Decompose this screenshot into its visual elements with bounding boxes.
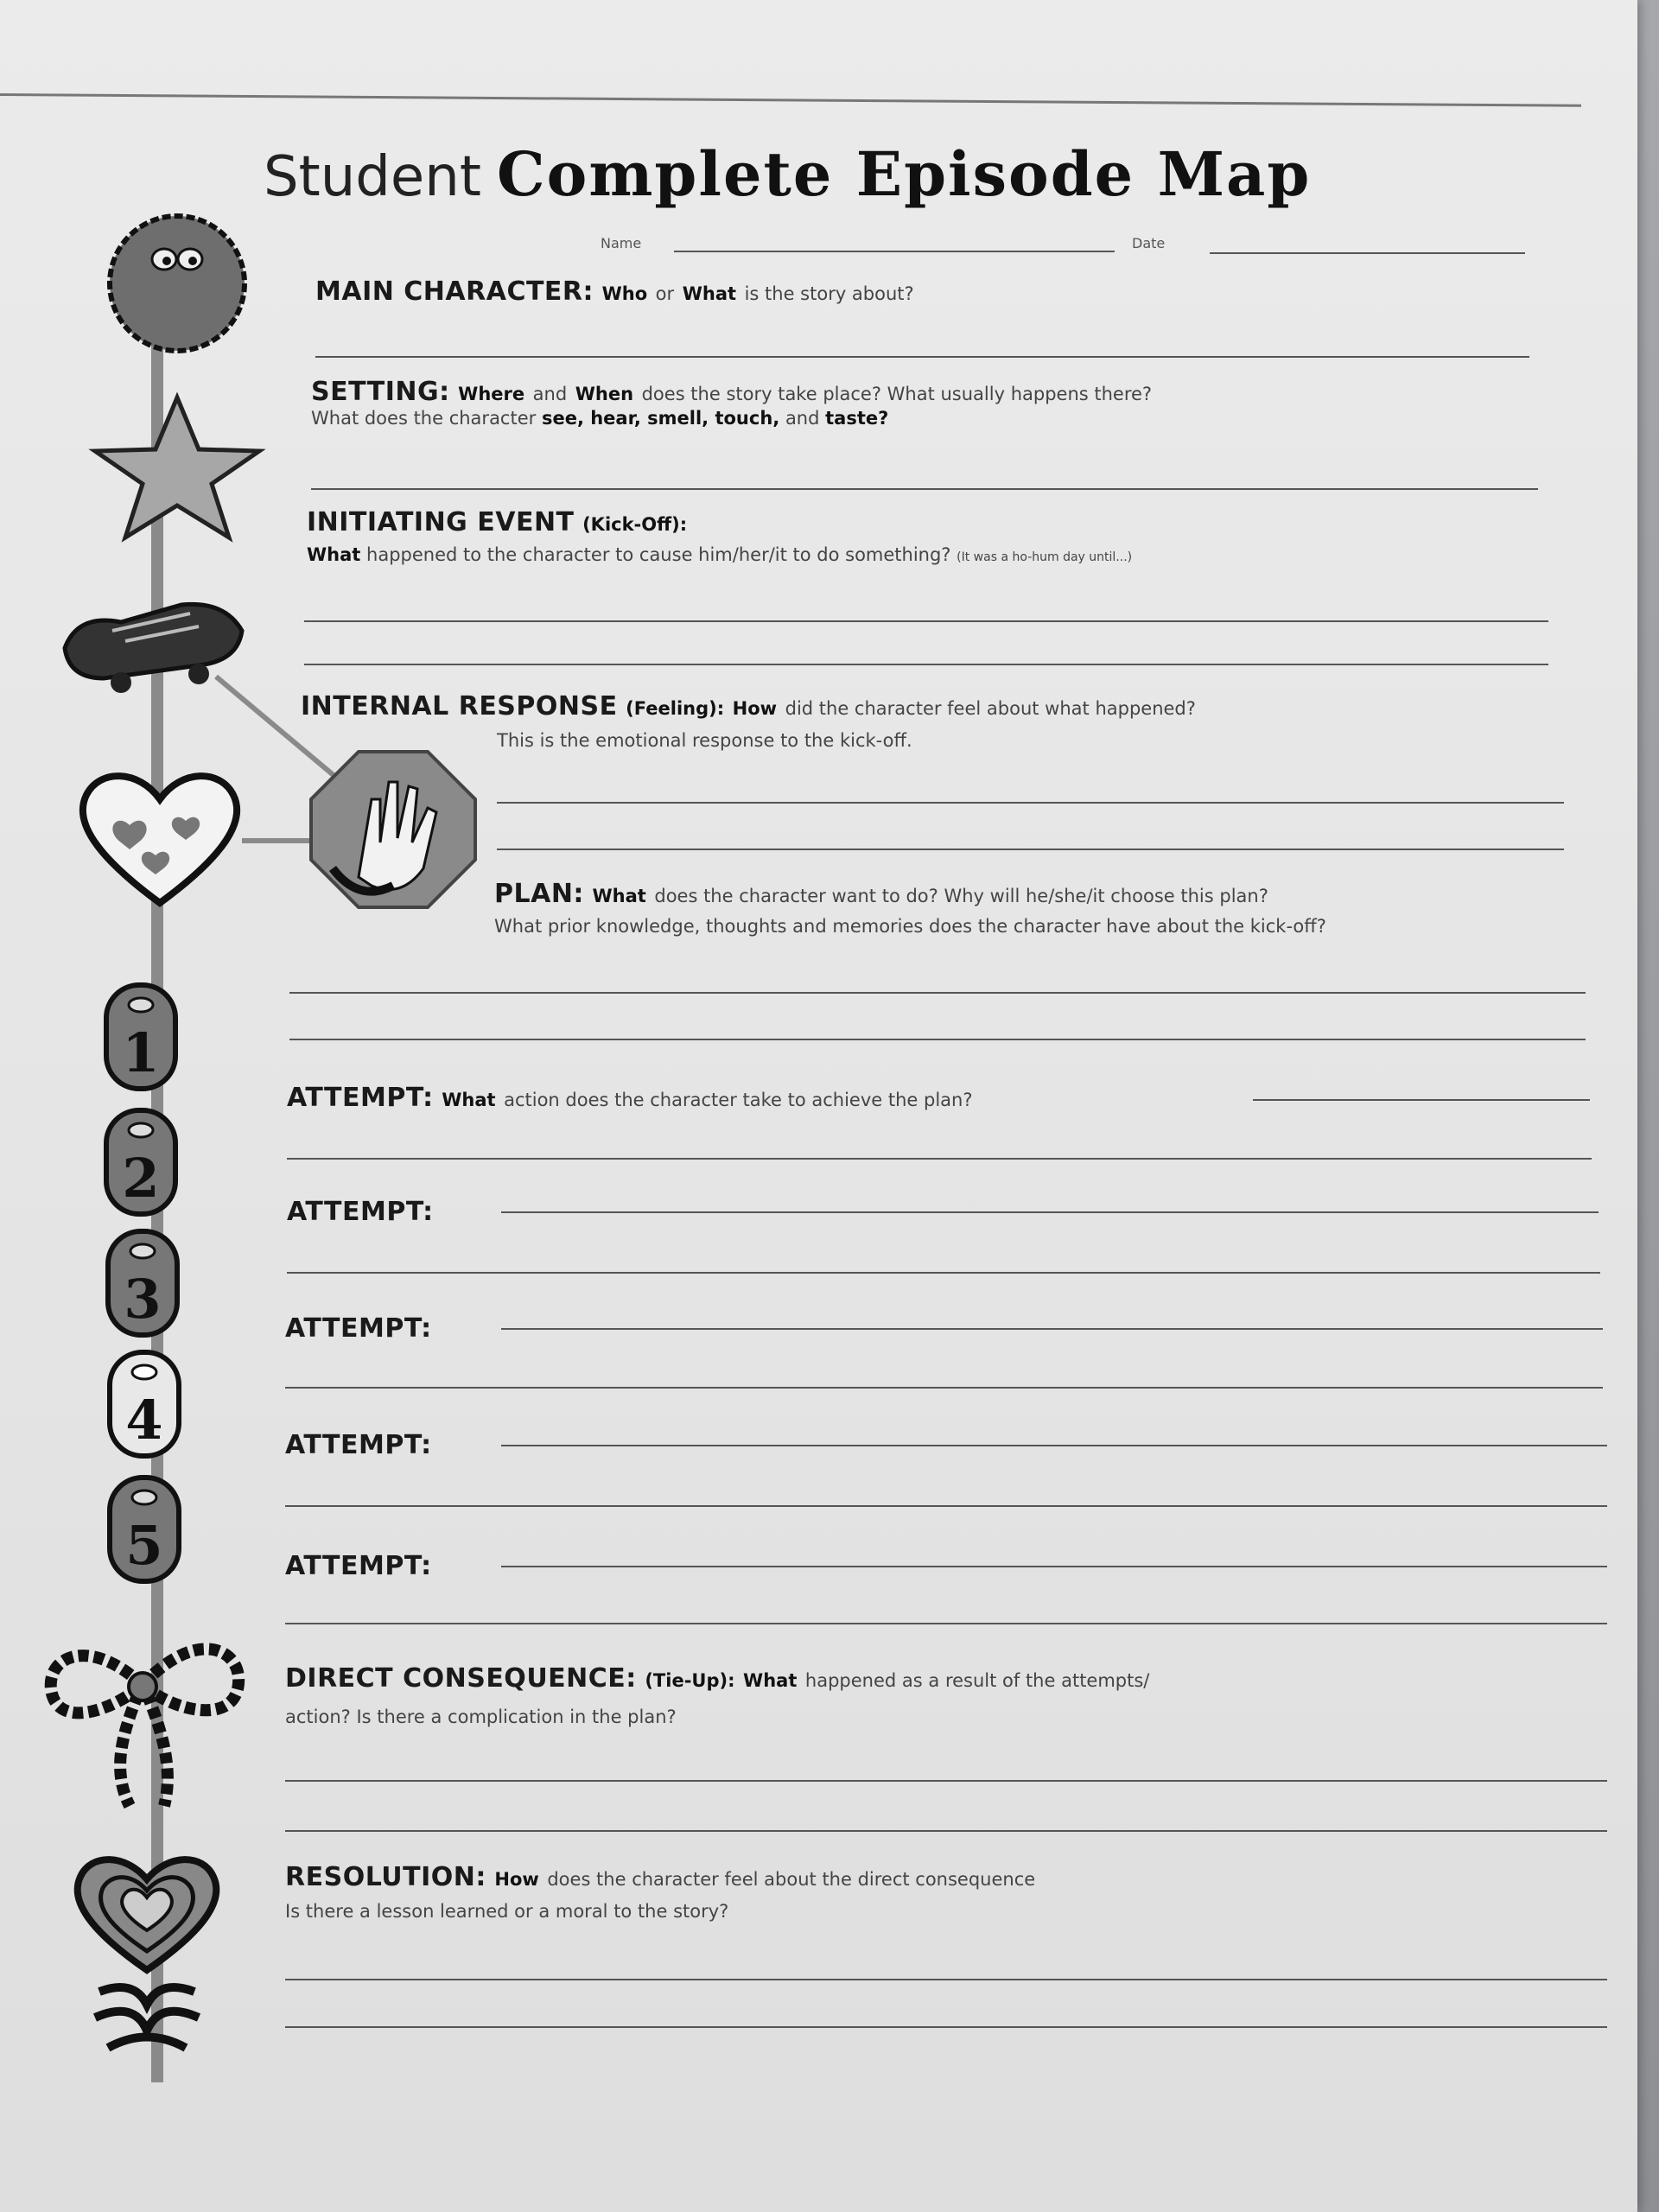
attempt-3-answer-line-2[interactable] xyxy=(285,1387,1603,1389)
initiating-event-answer-line-1[interactable] xyxy=(304,620,1548,622)
date-field[interactable] xyxy=(1210,252,1525,254)
resolution-heading: RESOLUTION: How does the character feel about the direct consequence xyxy=(285,1862,1036,1892)
main-character-face-icon xyxy=(99,207,255,359)
internal-response-heading: INTERNAL RESPONSE (Feeling): How did the character feel about what happened? xyxy=(301,691,1196,721)
direct-consequence-answer-line-2[interactable] xyxy=(285,1830,1607,1832)
attempt-3-icon xyxy=(104,1227,181,1339)
main-character-heading: MAIN CHARACTER: Who or What is the story about? xyxy=(315,276,914,307)
attempt-2-number: 2 xyxy=(122,1147,160,1210)
attempt-5-number: 5 xyxy=(125,1514,163,1577)
attempt-4-answer-line-1[interactable] xyxy=(501,1445,1607,1446)
attempt-4-number: 4 xyxy=(125,1389,163,1452)
connector-horizontal xyxy=(242,838,311,843)
initiating-event-heading: INITIATING EVENT (Kick-Off): xyxy=(307,507,688,537)
attempt-4-heading: ATTEMPT: xyxy=(285,1430,432,1460)
internal-response-answer-line-2[interactable] xyxy=(497,849,1564,850)
title-episode-map: Complete Episode Map xyxy=(496,138,1312,210)
attempt-5-icon xyxy=(105,1473,183,1586)
plan-hand-icon xyxy=(307,747,480,912)
resolution-subquestion: Is there a lesson learned or a moral to the story? xyxy=(285,1901,729,1922)
page-title xyxy=(264,138,1311,210)
setting-answer-line[interactable] xyxy=(311,488,1538,490)
internal-response-answer-line-1[interactable] xyxy=(497,802,1564,804)
attempt-1-heading: ATTEMPT: What action does the character take to achieve the plan? xyxy=(287,1083,973,1113)
attempt-5-answer-line-1[interactable] xyxy=(501,1566,1607,1567)
resolution-answer-line-1[interactable] xyxy=(285,1979,1607,1980)
resolution-answer-line-2[interactable] xyxy=(285,2026,1607,2028)
attempt-3-answer-line-1[interactable] xyxy=(501,1328,1603,1330)
attempt-5-answer-line-2[interactable] xyxy=(285,1623,1607,1624)
attempt-5-heading: ATTEMPT: xyxy=(285,1551,432,1581)
initiating-event-sneaker-icon xyxy=(52,588,251,700)
title-student: Student xyxy=(264,145,481,209)
attempt-1-icon xyxy=(102,981,180,1093)
attempt-1-number: 1 xyxy=(122,1021,160,1084)
internal-response-heart-icon xyxy=(69,760,251,912)
plan-answer-line-1[interactable] xyxy=(289,992,1586,994)
setting-star-icon xyxy=(86,389,268,544)
attempt-3-number: 3 xyxy=(124,1268,162,1331)
plan-subquestion: What prior knowledge, thoughts and memories does the character have about the kick-off? xyxy=(494,916,1326,937)
direct-consequence-heading: DIRECT CONSEQUENCE: (Tie-Up): What happened as a result of the attempts/ xyxy=(285,1663,1150,1694)
attempt-2-answer-line-2[interactable] xyxy=(287,1272,1600,1274)
internal-response-subquestion: This is the emotional response to the kick-off. xyxy=(497,730,912,751)
plan-answer-line-2[interactable] xyxy=(289,1039,1586,1040)
attempt-1-answer-line-1[interactable] xyxy=(1253,1099,1590,1101)
attempt-2-answer-line-1[interactable] xyxy=(501,1211,1599,1213)
plan-heading: PLAN: What does the character want to do? Why will he/she/it choose this plan? xyxy=(494,879,1268,909)
direct-consequence-answer-line-1[interactable] xyxy=(285,1780,1607,1782)
direct-consequence-subquestion: action? Is there a complication in the plan? xyxy=(285,1707,677,1727)
attempt-4-icon xyxy=(105,1348,183,1460)
top-rule xyxy=(0,93,1581,107)
date-label: Date xyxy=(1132,235,1166,251)
name-label: Name xyxy=(601,235,642,251)
main-character-answer-line[interactable] xyxy=(315,356,1529,358)
direct-consequence-bow-icon xyxy=(35,1607,251,1815)
name-field[interactable] xyxy=(674,251,1115,252)
attempt-2-heading: ATTEMPT: xyxy=(287,1197,434,1227)
attempt-2-icon xyxy=(102,1106,180,1218)
setting-subquestion: What does the character see, hear, smell, touch, and taste? xyxy=(311,408,889,429)
setting-heading: SETTING: Where and When does the story take place? What usually happens there? xyxy=(311,377,1153,407)
attempt-4-answer-line-2[interactable] xyxy=(285,1505,1607,1507)
initiating-event-subquestion: What happened to the character to cause him/her/it to do something? (It was a ho-hum day until...) xyxy=(307,544,1133,565)
initiating-event-answer-line-2[interactable] xyxy=(304,664,1548,665)
attempt-3-heading: ATTEMPT: xyxy=(285,1313,432,1344)
attempt-1-answer-line-2[interactable] xyxy=(287,1158,1592,1160)
resolution-heart-icon xyxy=(65,1840,229,2056)
